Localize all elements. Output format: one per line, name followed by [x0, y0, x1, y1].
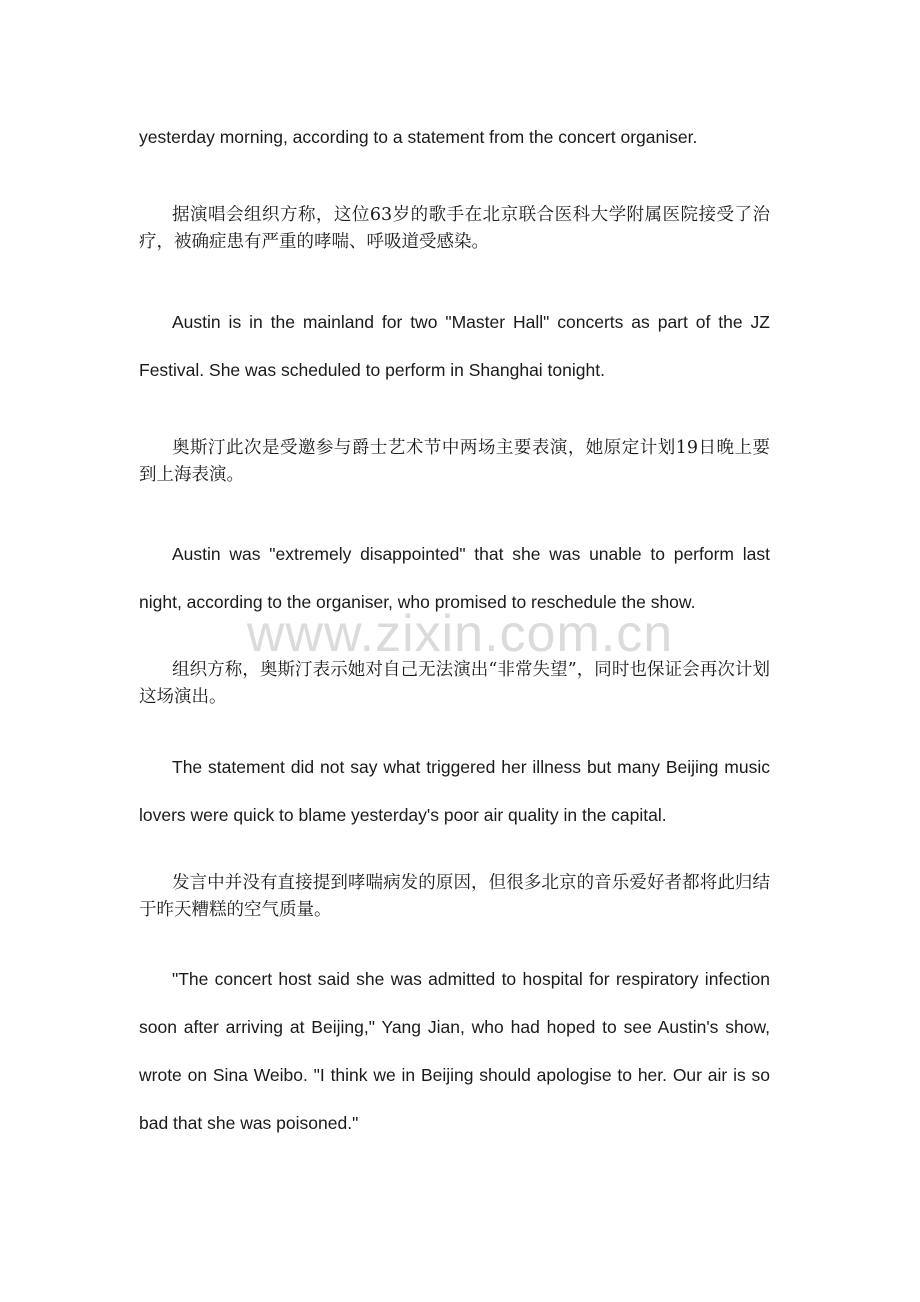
paragraph-en-3: Austin was "extremely disappointed" that she was unable to perform last night, according to the organiser, who promised to reschedule the show.	[139, 544, 770, 612]
paragraph-zh-3: 组织方称，奥斯汀表示她对自己无法演出“非常失望”，同时也保证会再次计划这场演出。	[139, 660, 770, 707]
paragraph-en-1: yesterday morning, according to a statement from the concert organiser.	[139, 127, 698, 147]
paragraph-zh-2: 奥斯汀此次是受邀参与爵士艺术节中两场主要表演，她原定计划19日晚上要到上海表演。	[139, 438, 770, 485]
paragraph-en-5: "The concert host said she was admitted to hospital for respiratory infection soon after arriving at Beijing," Yang Jian, who had hoped to see Austin's show, wrote on Sina Weibo. "I think we in Beijing should apologise to her. Our air is so bad that she was poisoned."	[139, 969, 770, 1133]
paragraph-en-4: The statement did not say what triggered her illness but many Beijing music lovers were quick to blame yesterday's poor air quality in the capital.	[139, 757, 770, 825]
paragraph-zh-4: 发言中并没有直接提到哮喘病发的原因，但很多北京的音乐爱好者都将此归结于昨天糟糕的空气质量。	[139, 873, 770, 920]
paragraph-en-2: Austin is in the mainland for two "Master Hall" concerts as part of the JZ Festival. She was scheduled to perform in Shanghai tonight.	[139, 312, 770, 380]
watermark: www.zixin.com.cn	[246, 605, 674, 663]
paragraph-zh-1: 据演唱会组织方称，这位63岁的歌手在北京联合医科大学附属医院接受了治疗，被确症患有严重的哮喘、呼吸道受感染。	[139, 205, 770, 252]
